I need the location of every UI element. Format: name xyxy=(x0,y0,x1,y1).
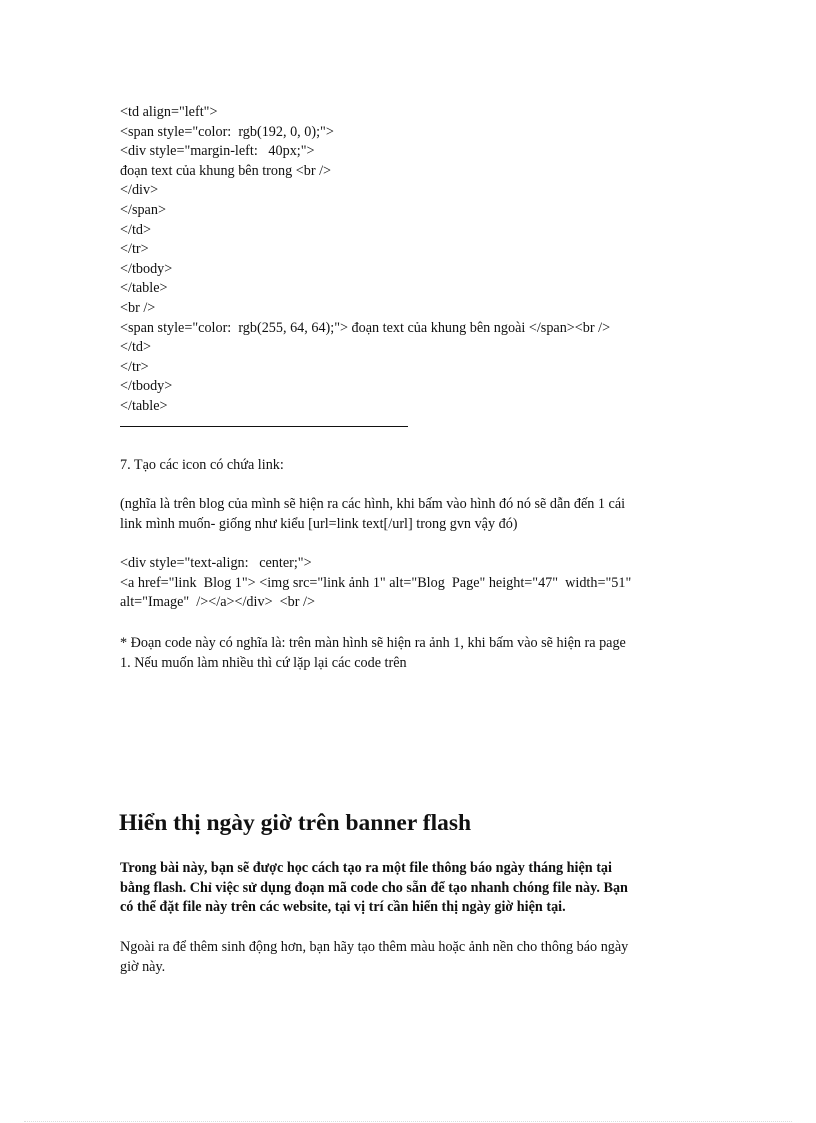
intro-line: bằng flash. Chỉ việc sử dụng đoạn mã code cho sẵn để tạo nhanh chóng file này. Bạn xyxy=(120,879,628,896)
note-line: * Đoạn code này có nghĩa là: trên màn hình sẽ hiện ra ảnh 1, khi bấm vào sẽ hiện ra page xyxy=(120,635,626,651)
code-line: </div> xyxy=(120,182,159,199)
extra-line: Ngoài ra để thêm sinh động hơn, bạn hãy tạo thêm màu hoặc ảnh nền cho thông báo ngày xyxy=(120,939,629,955)
code-line: </td> xyxy=(120,221,151,238)
code-line: <div style="margin-left: 40px;"> xyxy=(120,143,315,160)
article-heading: Hiển thị ngày giờ trên banner flash xyxy=(119,810,472,836)
code-line: <span style="color: rgb(255, 64, 64);"> đoạn text của khung bên ngoài </span><br /> xyxy=(120,319,611,336)
section-7-description xyxy=(120,495,695,534)
code-line: <span style="color: rgb(192, 0, 0);"> xyxy=(120,123,334,140)
code-line: </tbody> xyxy=(120,260,173,277)
code-line: <br /> xyxy=(120,299,156,316)
section-7-code xyxy=(120,554,695,613)
code-line: <a href="link Blog 1"> <img src="link ảnh 1" alt="Blog Page" height="47" width="51" xyxy=(120,574,632,591)
description-line: (nghĩa là trên blog của mình sẽ hiện ra các hình, khi bấm vào hình đó nó sẽ dẫn đến 1 cái xyxy=(120,496,626,512)
intro-line: có thể đặt file này trên các website, tại vị trí cần hiển thị ngày giờ hiện tại. xyxy=(120,899,566,916)
extra-line: giờ này. xyxy=(120,958,166,975)
section-7-note xyxy=(120,634,695,673)
intro-line: Trong bài này, bạn sẽ được học cách tạo ra một file thông báo ngày tháng hiện tại xyxy=(120,860,612,876)
note-line: 1. Nếu muốn làm nhiều thì cứ lặp lại các code trên xyxy=(120,654,407,671)
code-line: alt="Image" /></a></div> <br /> xyxy=(120,594,315,611)
code-line: <td align="left"> xyxy=(120,104,218,120)
code-line: </tr> xyxy=(120,358,149,375)
article-extra-paragraph xyxy=(120,938,700,977)
code-line: </table> xyxy=(120,280,168,297)
section-7-title-text: 7. Tạo các icon có chứa link: xyxy=(120,457,284,473)
code-line: </td> xyxy=(120,339,151,356)
code-line: </span> xyxy=(120,201,166,218)
page-bottom-border xyxy=(24,1121,792,1122)
code-line: </tr> xyxy=(120,241,149,258)
html-code-listing xyxy=(120,103,700,417)
article-intro xyxy=(120,859,700,918)
code-line: <div style="text-align: center;"> xyxy=(120,555,312,571)
code-line: đoạn text của khung bên trong <br /> xyxy=(120,162,332,179)
description-line: link mình muốn- giống như kiểu [url=link text[/url] trong gvn vậy đó) xyxy=(120,515,518,532)
code-line: </table> xyxy=(120,397,168,414)
horizontal-divider xyxy=(120,426,408,427)
section-7-title xyxy=(120,456,695,476)
code-line: </tbody> xyxy=(120,378,173,395)
